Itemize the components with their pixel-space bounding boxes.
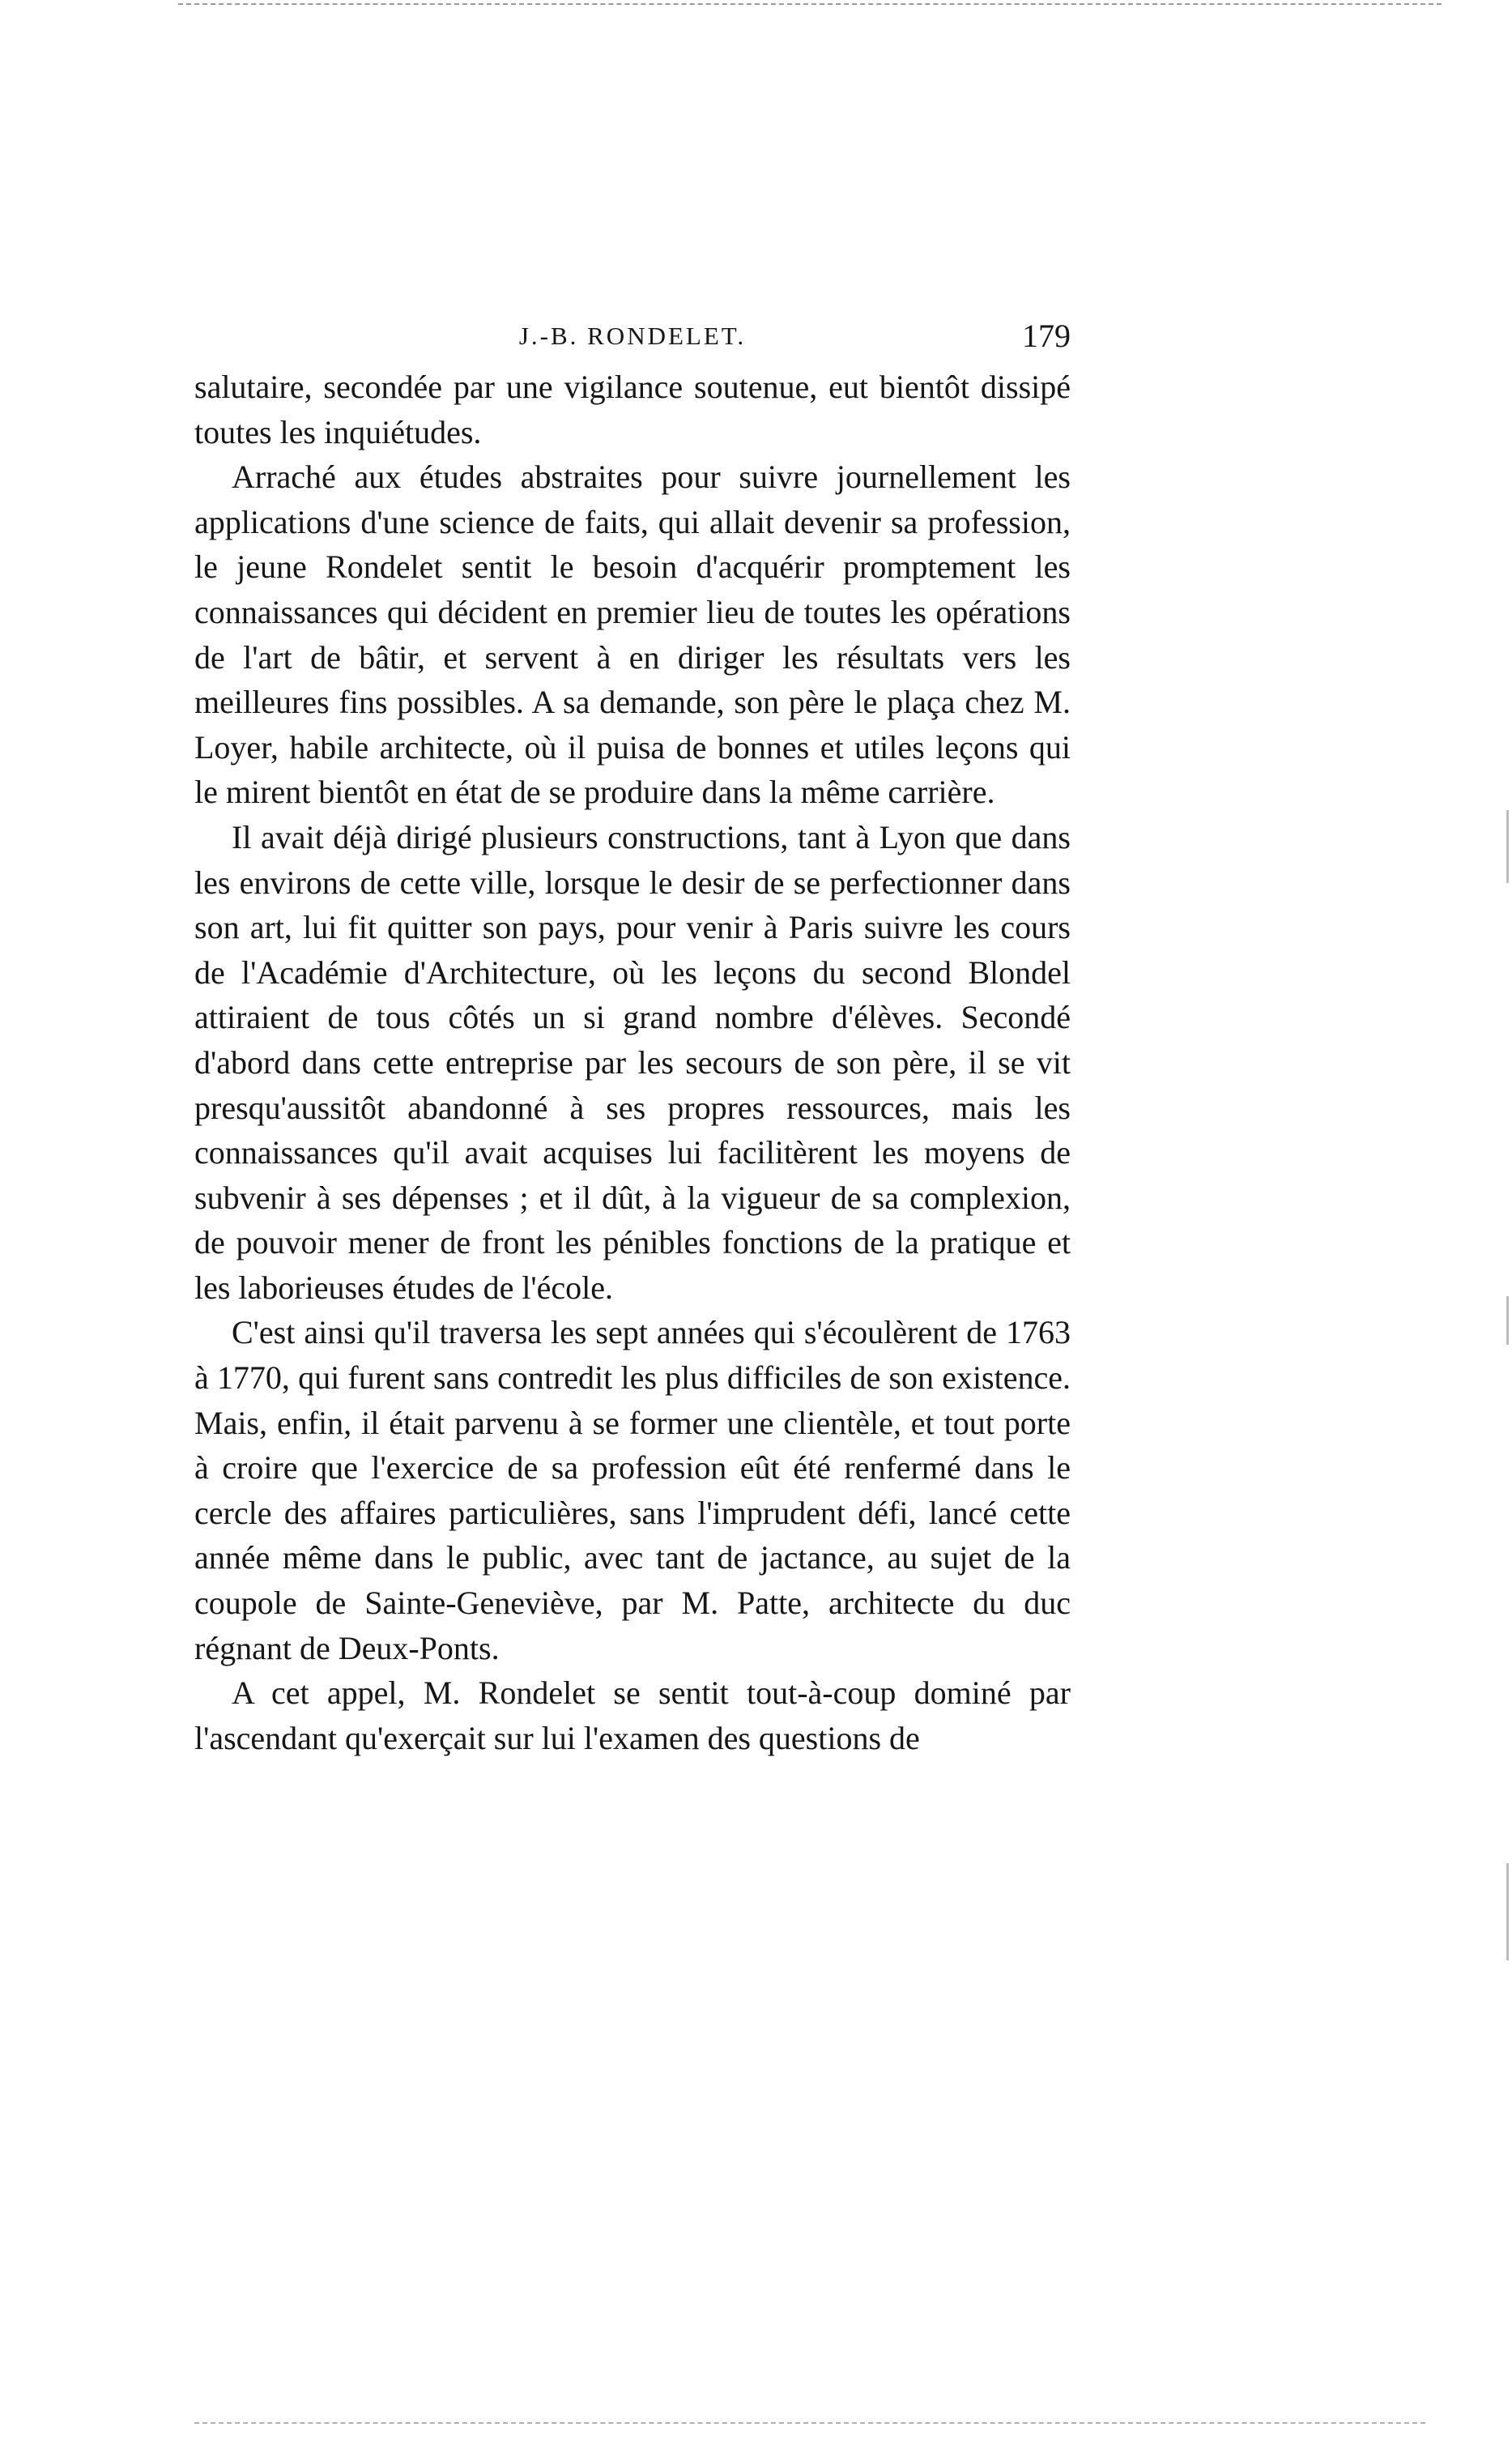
right-scan-edge-mark xyxy=(1506,810,1509,883)
running-title: J.-B. RONDELET. xyxy=(518,322,747,350)
paragraph: salutaire, secondée par une vigilance soutenue, eut bientôt dissipé toutes les inquiétudes. xyxy=(194,369,1071,450)
paragraph: Il avait déjà dirigé plusieurs constructions, tant à Lyon que dans les environs de cette ville, lorsque le desir de se perfectionner dans son art, lui fit quitter son pays, pour venir à Paris suivre les cours de l'Académie d'Architecture, où les leçons du second Blondel attiraient de tous côtés un si grand nombre d'élèves. Secondé d'abord dans cette entreprise par les secours de son père, il se vit presqu'aussitôt abandonné à ses propres ressources, mais les connaissances qu'il avait acquises lui facilitèrent les moyens de subvenir à ses dépenses ; et il dût, à la vigueur de sa complexion, de pouvoir mener de front les pénibles fonctions de la pratique et les laborieuses études de l'école. xyxy=(194,818,1071,1306)
paragraph: C'est ainsi qu'il traversa les sept années qui s'écoulèrent de 1763 à 1770, qui furent sans contredit les plus difficiles de son existence. Mais, enfin, il était parvenu à se former une clientèle, et tout porte à croire que l'exercice de sa profession eût été renfermé dans le cercle des affaires particulières, sans l'imprudent défi, lancé cette année même dans le public, avec tant de jactance, au sujet de la coupole de Sainte-Geneviève, par M. Patte, architecte du duc régnant de Deux-Ponts. xyxy=(194,1314,1071,1666)
paragraph: Arraché aux études abstraites pour suivre journellement les applications d'une science de faits, qui allait devenir sa profession, le jeune Rondelet sentit le besoin d'acquérir promptement les connaissances qui décident en premier lieu de toutes les opérations de l'art de bâtir, et servent à en diriger les résultats vers les meilleures fins possibles. A sa demande, son père le plaça chez M. Loyer, habile architecte, où il puisa de bonnes et utiles leçons qui le mirent bientôt en état de se produire dans la même carrière. xyxy=(194,459,1071,811)
page-header xyxy=(194,316,1071,356)
paragraph: A cet appel, M. Rondelet se sentit tout-à-coup dominé par l'ascendant qu'exerçait sur lui l'examen des questions de xyxy=(194,1674,1071,1756)
right-scan-edge-mark xyxy=(1506,1863,1509,1960)
page-number: 179 xyxy=(1022,318,1071,354)
right-scan-edge-mark xyxy=(1506,1296,1509,1345)
top-scan-edge xyxy=(178,3,1442,5)
bottom-scan-edge xyxy=(194,2422,1425,2424)
body-text xyxy=(194,365,1071,1760)
